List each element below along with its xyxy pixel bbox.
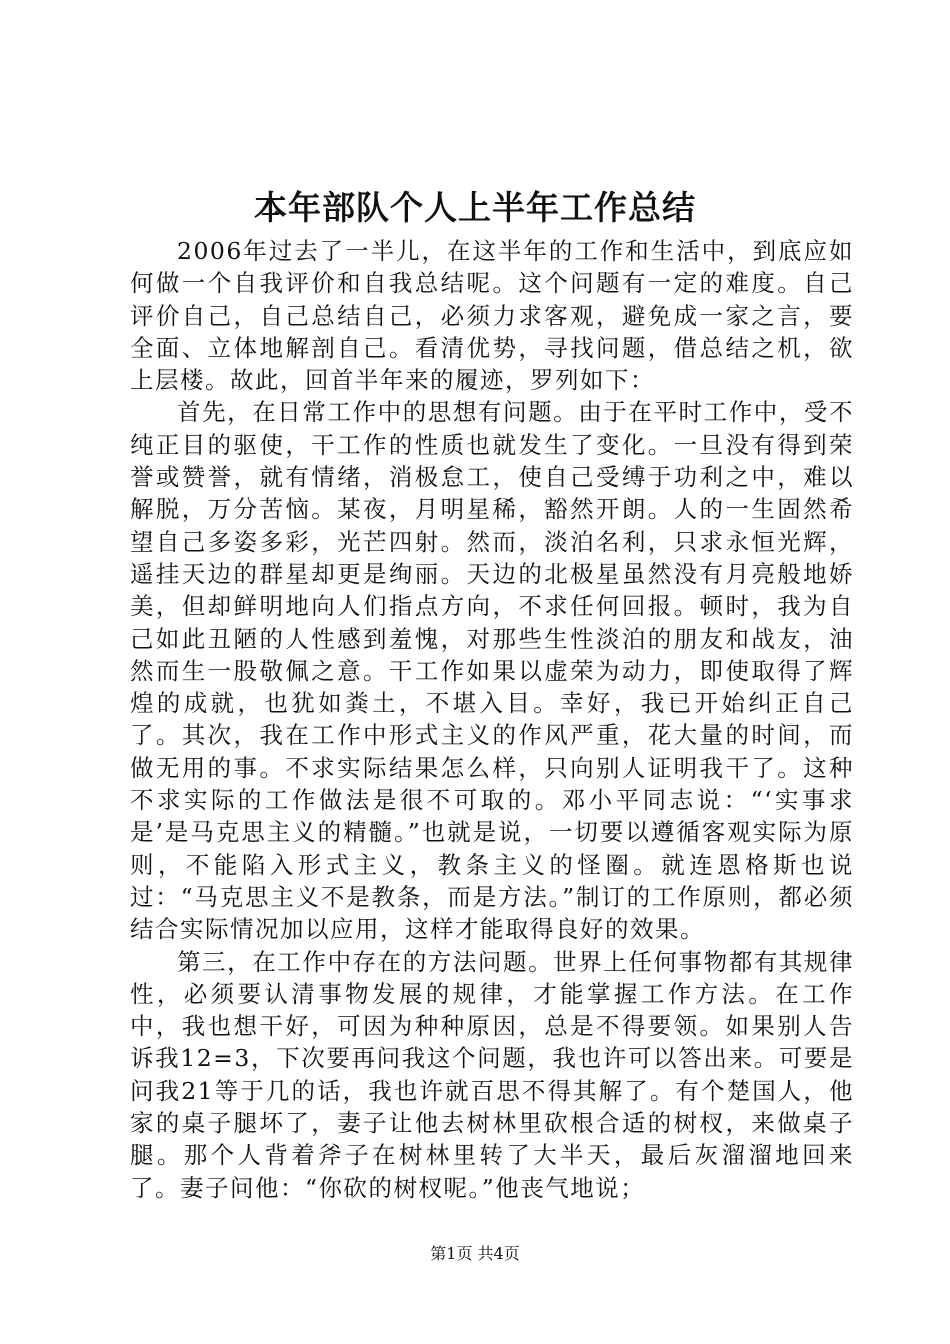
page-footer: 第1页 共4页 <box>430 1244 520 1263</box>
paragraph-third: 第三，在工作中存在的方法问题。世界上任何事物都有其规律性，必须要认清事物发展的规律，才能掌握工作方法。在工作中，我也想干好，可因为种种原因，总是不得要领。如果别人告诉我12=3，下次要再问我这个问题，我也许可以答出来。可要是问我21等于几的话，我也许就百思不得其解了。有个楚国人，他家的桌子腿坏了，妻子让他去树林里砍根合适的树杈，来做桌子腿。那个人背着斧子在树林里转了大半天，最后灰溜溜地回来了。妻子问他：“你砍的树杈呢。”他丧气地说； <box>130 947 854 1202</box>
document-body <box>130 235 854 1204</box>
document-title: 本年部队个人上半年工作总结 <box>254 188 696 227</box>
paragraph-first: 首先，在日常工作中的思想有问题。由于在平时工作中，受不纯正目的驱使，干工作的性质也就发生了变化。一旦没有得到荣誉或赞誉，就有情绪，消极怠工，使自己受缚于功利之中，难以解脱，万分苦恼。某夜，月明星稀，豁然开朗。人的一生固然希望自己多姿多彩，光芒四射。然而，淡泊名利，只求永恒光辉，遥挂天边的群星却更是绚丽。天边的北极星虽然没有月亮般地娇美，但却鲜明地向人们指点方向，不求任何回报。顿时，我为自己如此丑陋的人性感到羞愧，对那些生性淡泊的朋友和战友，油然而生一股敬佩之意。干工作如果以虚荣为动力，即使取得了辉煌的成就，也犹如粪土，不堪入目。幸好，我已开始纠正自己了。其次，我在工作中形式主义的作风严重，花大量的时间，而做无用的事。不求实际结果怎么样，只向别人证明我干了。这种不求实际的工作做法是很不可取的。邓小平同志说：“‘实事求是’是马克思主义的精髓。”也就是说，一切要以遵循客观实际为原则，不能陷入形式主义，教条主义的怪圈。就连恩格斯也说过：“马克思主义不是教条，而是方法。”制订的工作原则，都必须结合实际情况加以应用，这样才能取得良好的效果。 <box>130 398 854 944</box>
paragraph-intro: 2006年过去了一半儿，在这半年的工作和生活中，到底应如何做一个自我评价和自我总结呢。这个问题有一定的难度。自己评价自己，自己总结自己，必须力求客观，避免成一家之言，要全面、立体地解剖自己。看清优势，寻找问题，借总结之机，欲上层楼。故此，回首半年来的履迹，罗列如下： <box>130 237 854 395</box>
